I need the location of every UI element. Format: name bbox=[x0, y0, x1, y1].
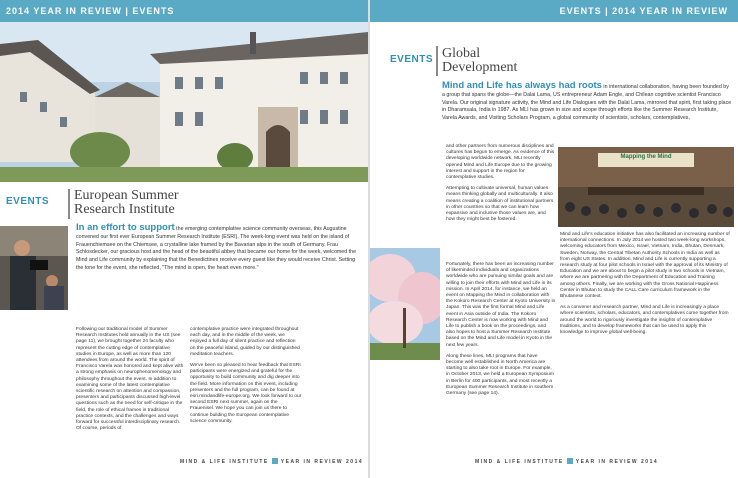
left-footer bbox=[180, 458, 363, 465]
left-title-rule bbox=[68, 189, 70, 219]
right-body-col2 bbox=[446, 262, 556, 397]
left-body-col2 bbox=[190, 327, 302, 425]
left-page-title bbox=[74, 189, 179, 217]
left-section-tag: EVENTS bbox=[6, 196, 50, 207]
right-section-tag: EVENTS bbox=[390, 54, 434, 65]
right-col2-para1: Fortunately, there has been an increasing number of likeminded individuals and organizations worldwide who are pursuing similar goals and are willing to join their efforts with Mind and Life in its mission. In April 2014, for instance, we held an event on Mapping the Mind in collaboration with the Kokoro Research Center at Kyoto University in Japan. This was the first formal Mind and Life event in Asia outside of India. The Kokoro Research Center is now working with Mind and Life to publish a book on the proceedings, and also hopes to host a Summer Research Institute based on the Mind and Life model in Kyoto in the next few years. bbox=[446, 262, 556, 348]
left-col2-para1: contemplative practice were integrated throughout each day, and in the middle of the week, we enjoyed a full day of silent practice and reflection on the peaceful island, guided by our distinguished meditation teachers. bbox=[190, 327, 300, 357]
right-col1-para2: Attempting to cultivate universal, human values means thinking globally and multiculturally. It also means creating a coalition of institutional partners in other countries so that we can learn how expansive and inclusive those values are, and how they might best be fostered. bbox=[446, 186, 554, 223]
right-title-line2: Development bbox=[442, 60, 518, 75]
abbey-photo bbox=[0, 22, 368, 182]
left-body-col1 bbox=[76, 327, 186, 432]
left-lead-text: the emerging contemplative science community overseas, this Augustine convened our first ever European Summer Research Institute (ESRI). The week-long event was held on the island of Frauenchiemsee on the Chiemsee, a crystalline lake framed by the Bavarian alps in the south of Germany. Frau Schlosdecker, our gracious host and the head of the beautiful abbey that became our home for the week, welcomed the Mind and Life community by explaining that the Benedictines receive every guest like they would receive Christ. Setting the tone for the event, she reflected, "The mind is open, the heart even more." bbox=[76, 226, 357, 271]
right-lead-highlight: Mind and Life has always had roots bbox=[442, 80, 602, 91]
right-title-rule bbox=[436, 46, 438, 76]
left-col2-para2: We've been so pleased to hear feedback that ESRI participants were energized and grateful for the opportunity to build community and dig deeper into the field. More information on this event, including presenters and the full program, can be found at esri.mindandlife-europe.org. We look forward to our second ESRI next summer, again on the Frauenisel. We hope you can join us there to continue building the European contemplative science community. bbox=[190, 363, 302, 424]
right-body-col3 bbox=[560, 232, 730, 336]
left-lead-highlight: In an effort to support bbox=[76, 222, 175, 233]
left-title-line2: Research Institute bbox=[74, 202, 175, 217]
right-col1-para1: and other partners from numerous disciplines and cultures has begun to emerge. As evidence of this developing worldwide network, MLI recently opened Mind and Life Europe due to the growing interest and support in the region for contemplative studies. bbox=[446, 144, 555, 181]
page-spine bbox=[368, 0, 370, 478]
right-title-line1: Global bbox=[442, 46, 481, 61]
left-col1-text: Following our traditional model of Summer Research Institutes held annually in the US (see page 11), we brought together 24 faculty who represent the cutting edge of contemplative studies in Europe, as well as more than 120 attendees from around the world. The spirit of Francisco Varela was honored and kept alive with a strong emphasis on neurophenomenology and philosophy throughout the event. In addition to examining some of the latest contemplative scientific research on attention and compassion, presenters and participants discussed high-level questions such as the need for self-critique in the field, the role of ethical frames in traditional practice contexts, and the challenges and ways forward for successful interdisciplinary research. Of course, periods of bbox=[76, 327, 184, 432]
left-footer-org: MIND & LIFE INSTITUTE bbox=[180, 459, 269, 465]
conference-banner-text: Mapping the Mind bbox=[620, 154, 672, 160]
conference-photo bbox=[558, 147, 734, 227]
right-footer bbox=[475, 458, 658, 465]
photographer-photo bbox=[0, 226, 68, 310]
right-col3-para2: As a convener and research partner, Mind and Life is increasingly a place where scientists, scholars, educators, and contemplatives come together from around the world to rigorously investigate the insights of contemplative traditions, and to develop frameworks that can be used to apply this knowledge to improve global well-being. bbox=[560, 305, 729, 336]
cherry-blossom-photo bbox=[370, 248, 440, 360]
right-header-label: EVENTS | 2014 YEAR IN REVIEW bbox=[559, 6, 728, 16]
right-page-title bbox=[442, 47, 517, 75]
square-icon bbox=[567, 458, 573, 464]
left-footer-year: YEAR IN REVIEW 2014 bbox=[280, 459, 364, 465]
square-icon bbox=[272, 458, 278, 464]
left-header-bar bbox=[0, 0, 368, 22]
left-title-line1: European Summer bbox=[74, 188, 179, 203]
right-body-col1 bbox=[446, 144, 556, 223]
left-lead-paragraph bbox=[76, 224, 362, 273]
right-footer-year: YEAR IN REVIEW 2014 bbox=[575, 459, 659, 465]
left-header-label: 2014 YEAR IN REVIEW | EVENTS bbox=[6, 6, 175, 16]
right-col3-para1: Mind and Life's education initiative has also facilitated an increasing number of international connections. In July 2014 we hosted two week-long workshops, welcoming educators from Mexico, Israel, Vietnam, India, Bhutan, Denmark, Sweden, Norway, the Central Tibetan Authority Schools in India as well as from eight US States. In addition, Mind and Life is currently supporting a research study at four pilot schools in Israel with the approval of its Ministry of Education and we are about to begin a pilot study in two schools in Vietnam, where we are partnering with the Department of Education and Training among others. Finally, we are working with the Gross National Happiness Center in Bhutan to study the CALL Care curriculum framework in the Bhutanese context. bbox=[560, 232, 730, 300]
right-col2-para2: Along these lines, MLI programs that have become well established in North America are starting to also take root in Europe. For example, in October 2013, we held a European Symposium in Berlin for 400 participants, and most recently a European Summer Research Institute in southern Germany (see page 14). bbox=[446, 353, 554, 397]
right-lead-text: in international collaboration, having been founded by a group that spans the globe—the Dalai Lama, US entrepreneur Adam Engle, and Chilean cognitive scientist Francisco Varela. Our original signature activity, the Mind and Life Dialogues with the Dalai Lama, mirrored that spirit, first taking place in Dharamsala, India in 1987. As MLI has grown in size and scope through efforts like the Summer Research Institute, Varela Awards, and Visiting Scholars Program, a global community of scientists, scholars, contemplatives, bbox=[442, 84, 732, 122]
right-lead-paragraph bbox=[442, 82, 732, 123]
right-header-bar bbox=[370, 0, 738, 22]
right-footer-org: MIND & LIFE INSTITUTE bbox=[475, 459, 564, 465]
